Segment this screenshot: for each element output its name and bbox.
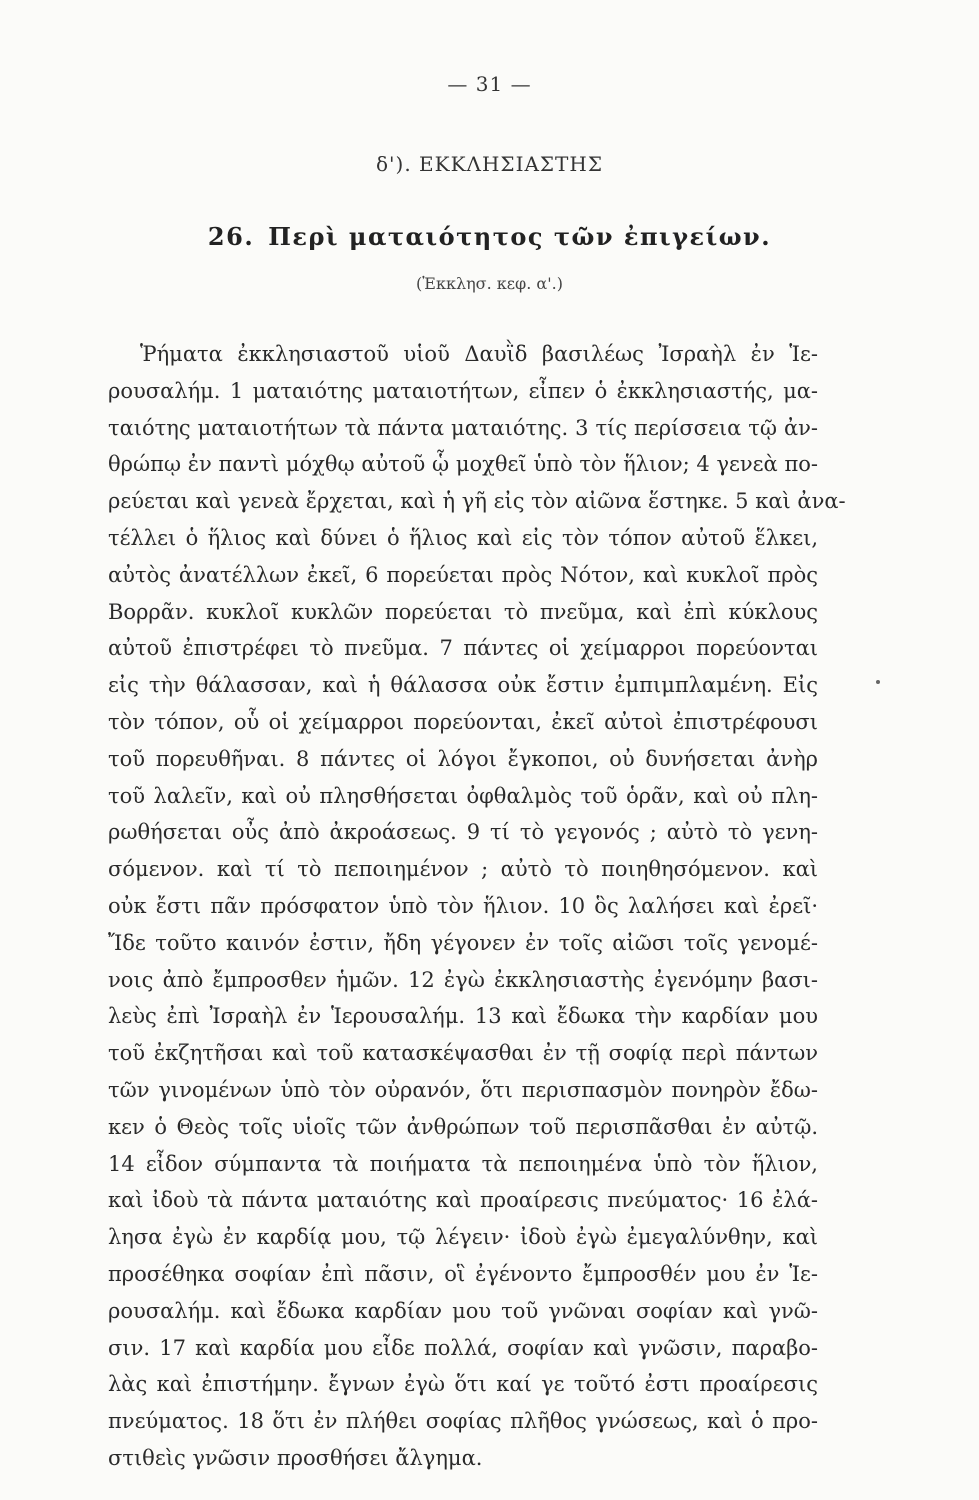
text-line: θρώπῳ ἐν παντὶ μόχθῳ αὐτοῦ ᾧ μοχθεῖ ὑπὸ τὸν ἥλιον; 4 γενεὰ πο-	[108, 452, 818, 477]
text-line: στιθεὶς γνῶσιν προσθήσει ἄλγημα.	[108, 1445, 483, 1470]
text-line: νοις ἀπὸ ἔμπροσθεν ἡμῶν. 12 ἐγὼ ἐκκλησιαστὴς ἐγενόμην βασι-	[108, 967, 818, 992]
chapter-heading	[0, 222, 979, 251]
text-line: τὸν τόπον, οὗ οἱ χείμαρροι πορεύονται, ἐκεῖ αὐτοὶ ἐπιστρέφουσι	[108, 709, 818, 734]
text-line: κεν ὁ Θεὸς τοῖς υἱοῖς τῶν ἀνθρώπων τοῦ περισπᾶσθαι ἐν αὐτῷ.	[108, 1114, 818, 1139]
text-line: τέλλει ὁ ἥλιος καὶ δύνει ὁ ἥλιος καὶ εἰς τὸν τόπον αὐτοῦ ἕλκει,	[108, 525, 818, 550]
text-line: λησα ἐγὼ ἐν καρδίᾳ μου, τῷ λέγειν· ἰδοὺ ἐγὼ ἐμεγαλύνθην, καὶ	[108, 1225, 818, 1250]
text-line: ταιότης ματαιοτήτων τὰ πάντα ματαιότης. 3 τίς περίσσεια τῷ ἀν-	[108, 415, 818, 440]
chapter-title: Περὶ ματαιότητος τῶν ἐπιγείων.	[268, 222, 772, 251]
chapter-number: 26.	[207, 222, 255, 251]
text-line: προσέθηκα σοφίαν ἐπὶ πᾶσιν, οἳ ἐγένοντο ἔμπροσθέν μου ἐν Ἱε-	[108, 1261, 818, 1286]
scripture-reference: (Ἐκκλησ. κεφ. α'.)	[416, 274, 563, 293]
text-line: λὰς καὶ ἐπιστήμην. ἔγνων ἐγὼ ὅτι καί γε τοῦτό ἐστι προαίρεσις	[108, 1372, 818, 1397]
text-line: τοῦ λαλεῖν, καὶ οὐ πλησθήσεται ὀφθαλμὸς τοῦ ὁρᾶν, καὶ οὐ πλη-	[108, 783, 818, 808]
section-title: δ'). ΕΚΚΛΗΣΙΑΣΤΗΣ	[376, 152, 603, 176]
text-line: σόμενον. καὶ τί τὸ πεποιημένον ; αὐτὸ τὸ ποιηθησόμενον. καὶ	[108, 857, 818, 882]
text-line: τοῦ ἐκζητῆσαι καὶ τοῦ κατασκέψασθαι ἐν τῇ σοφίᾳ περὶ πάντων	[108, 1041, 818, 1066]
text-line: ρεύεται καὶ γενεὰ ἔρχεται, καὶ ἡ γῆ εἰς τὸν αἰῶνα ἕστηκε. 5 καὶ ἀνα-	[108, 489, 846, 514]
text-line: πνεύματος. 18 ὅτι ἐν πλήθει σοφίας πλῆθος γνώσεως, καὶ ὁ προ-	[108, 1409, 818, 1434]
text-line: αὐτοῦ ἐπιστρέφει τὸ πνεῦμα. 7 πάντες οἱ χείμαρροι πορεύονται	[108, 636, 818, 661]
text-line: Ῥήματα ἐκκλησιαστοῦ υἱοῦ Δαυῒδ βασιλέως Ἰσραὴλ ἐν Ἱε-	[140, 342, 818, 366]
text-line: ρουσαλήμ. 1 ματαιότης ματαιοτήτων, εἶπεν ὁ ἐκκλησιαστής, μα-	[108, 378, 818, 403]
text-line: ρωθήσεται οὖς ἀπὸ ἀκροάσεως. 9 τί τὸ γεγονός ; αὐτὸ τὸ γενη-	[108, 820, 818, 845]
text-line: καὶ ἰδοὺ τὰ πάντα ματαιότης καὶ προαίρεσις πνεύματος· 16 ἐλά-	[108, 1188, 818, 1213]
text-line: ρουσαλήμ. καὶ ἔδωκα καρδίαν μου τοῦ γνῶναι σοφίαν καὶ γνῶ-	[108, 1298, 818, 1323]
text-line: σιν. 17 καὶ καρδία μου εἶδε πολλά, σοφίαν καὶ γνῶσιν, παραβο-	[108, 1335, 818, 1360]
page-number: — 31 —	[447, 72, 532, 96]
text-line: 14 εἶδον σύμπαντα τὰ ποιήματα τὰ πεποιημένα ὑπὸ τὸν ἥλιον,	[108, 1151, 818, 1176]
text-line: τῶν γινομένων ὑπὸ τὸν οὐρανόν, ὅτι περισπασμὸν πονηρὸν ἔδω-	[108, 1077, 818, 1102]
text-line: αὐτὸς ἀνατέλλων ἐκεῖ, 6 πορεύεται πρὸς Νότον, καὶ κυκλοῖ πρὸς	[108, 562, 818, 587]
text-line: Βορρᾶν. κυκλοῖ κυκλῶν πορεύεται τὸ πνεῦμα, καὶ ἐπὶ κύκλους	[108, 599, 818, 624]
text-line: Ἴδε τοῦτο καινόν ἐστιν, ἤδη γέγονεν ἐν τοῖς αἰῶσι τοῖς γενομέ-	[108, 930, 818, 955]
text-line: λεὺς ἐπὶ Ἰσραὴλ ἐν Ἱερουσαλήμ. 13 καὶ ἔδωκα τὴν καρδίαν μου	[108, 1004, 818, 1029]
text-line: τοῦ πορευθῆναι. 8 πάντες οἱ λόγοι ἔγκοποι, οὐ δυνήσεται ἀνὴρ	[108, 746, 818, 771]
margin-mark	[876, 680, 880, 684]
text-line: εἰς τὴν θάλασσαν, καὶ ἡ θάλασσα οὐκ ἔστιν ἐμπιμπλαμένη. Εἰς	[108, 673, 818, 698]
text-line: οὐκ ἔστι πᾶν πρόσφατον ὑπὸ τὸν ἥλιον. 10 ὃς λαλήσει καὶ ἐρεῖ·	[108, 893, 818, 918]
body-text	[108, 336, 846, 1477]
